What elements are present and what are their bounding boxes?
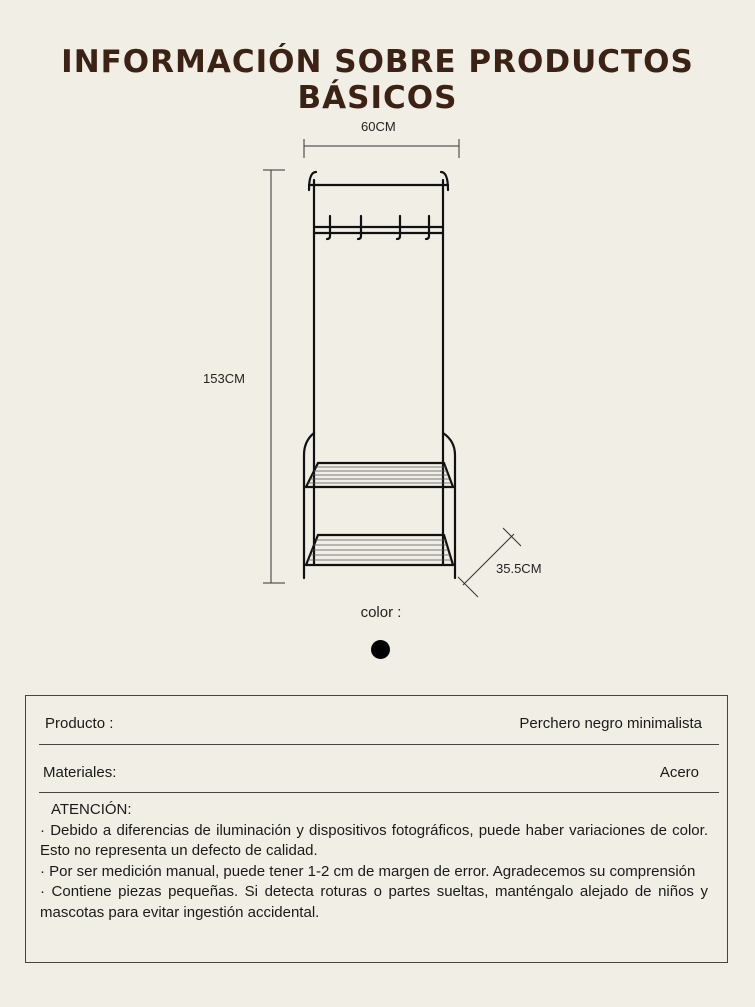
- product-info-box: [25, 695, 728, 963]
- width-label: 60CM: [361, 119, 396, 134]
- spec-row-materials: [39, 744, 719, 793]
- spec-value: Perchero negro minimalista: [519, 715, 702, 732]
- spec-value: Acero: [659, 764, 699, 781]
- height-dimension-line: [263, 170, 285, 583]
- notice-heading: ATENCIÓN:: [51, 801, 132, 818]
- spec-row-product: [39, 696, 719, 745]
- spec-label: Producto :: [45, 715, 114, 732]
- page-title: INFORMACIÓN SOBRE PRODUCTOS BÁSICOS: [61, 44, 694, 116]
- height-label: 153CM: [203, 371, 245, 386]
- shelf-slats: [308, 467, 451, 560]
- notice-section: [40, 800, 708, 923]
- depth-label: 35.5CM: [496, 561, 542, 576]
- width-dimension-line: [304, 139, 459, 158]
- notice-item: · Contiene piezas pequeñas. Si detecta roturas o partes sueltas, manténgalo alejado de niños y mascotas para evitar ingestión accidental.: [40, 883, 708, 921]
- color-label: color :: [360, 604, 402, 621]
- notice-item: · Por ser medición manual, puede tener 1-2 cm de margen de error. Agradecemos su comprensión: [40, 862, 696, 880]
- notice-item: · Debido a diferencias de iluminación y dispositivos fotográficos, puede haber variaciones de color. Esto no representa un defecto de calidad.: [40, 821, 708, 859]
- coat-rack: [304, 172, 455, 578]
- color-swatch-black: [371, 640, 390, 659]
- spec-label: Materiales:: [43, 764, 117, 781]
